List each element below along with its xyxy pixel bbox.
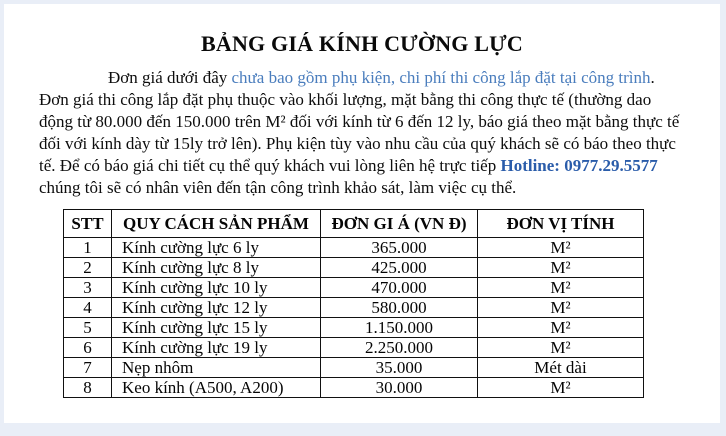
header-stt: STT [64,210,112,238]
price-table-body [64,238,644,398]
document-card [4,4,720,423]
cell-stt: 3 [64,278,112,298]
cell-unit: M² [478,238,644,258]
cell-product: Kính cường lực 19 ly [112,338,321,358]
cell-product: Kính cường lực 6 ly [112,238,321,258]
intro-text-end: chúng tôi sẽ có nhân viên đến tận công trình khảo sát, làm việc cụ thể. [39,178,517,197]
cell-price: 470.000 [321,278,478,298]
cell-product: Kính cường lực 8 ly [112,258,321,278]
cell-unit: M² [478,258,644,278]
cell-stt: 7 [64,358,112,378]
cell-product: Keo kính (A500, A200) [112,378,321,398]
hotline-number: Hotline: 0977.29.5577 [500,156,658,175]
table-row [64,298,644,318]
cell-unit: M² [478,338,644,358]
cell-unit: M² [478,378,644,398]
cell-stt: 6 [64,338,112,358]
cell-price: 580.000 [321,298,478,318]
cell-stt: 5 [64,318,112,338]
cell-stt: 8 [64,378,112,398]
table-row [64,238,644,258]
price-table-header [64,210,644,238]
intro-highlight-text: chưa bao gồm phụ kiện, chi phí thi công lắp đặt tại công trình [231,68,651,87]
header-product: QUY CÁCH SẢN PHẨM [112,210,321,238]
intro-text-middle: . Đơn giá thi công lắp đặt phụ thuộc vào khối lượng, mặt bằng thi công thực tế (thường dao động từ 80.000 đến 150.000 trên M² đối với kính từ 6 đến 12 ly, báo giá theo mặt bằng thực tế đối với kính dày từ 15ly trở lên). Phụ kiện tùy vào nhu cầu của quý khách sẽ có báo theo thực tế. Để có báo giá chi tiết cụ thể quý khách vui lòng liên hệ trực tiếp [39,68,680,175]
cell-unit: M² [478,278,644,298]
table-header-row [64,210,644,238]
cell-price: 425.000 [321,258,478,278]
cell-price: 30.000 [321,378,478,398]
cell-product: Kính cường lực 10 ly [112,278,321,298]
header-unit: ĐƠN VỊ TÍNH [478,210,644,238]
cell-product: Nẹp nhôm [112,358,321,378]
cell-stt: 1 [64,238,112,258]
cell-stt: 2 [64,258,112,278]
table-row [64,378,644,398]
table-row [64,318,644,338]
table-row [64,338,644,358]
cell-price: 1.150.000 [321,318,478,338]
cell-unit: M² [478,298,644,318]
table-row [64,358,644,378]
cell-price: 2.250.000 [321,338,478,358]
cell-product: Kính cường lực 12 ly [112,298,321,318]
header-price: ĐƠN GI Á (VN Đ) [321,210,478,238]
intro-paragraph [39,67,688,199]
price-table [63,209,644,398]
table-row [64,258,644,278]
cell-stt: 4 [64,298,112,318]
page-title: BẢNG GIÁ KÍNH CƯỜNG LỰC [201,31,523,56]
cell-unit: M² [478,318,644,338]
cell-product: Kính cường lực 15 ly [112,318,321,338]
intro-text-start: Đơn giá dưới đây [108,68,232,87]
cell-price: 365.000 [321,238,478,258]
cell-unit: Mét dài [478,358,644,378]
cell-price: 35.000 [321,358,478,378]
table-row [64,278,644,298]
